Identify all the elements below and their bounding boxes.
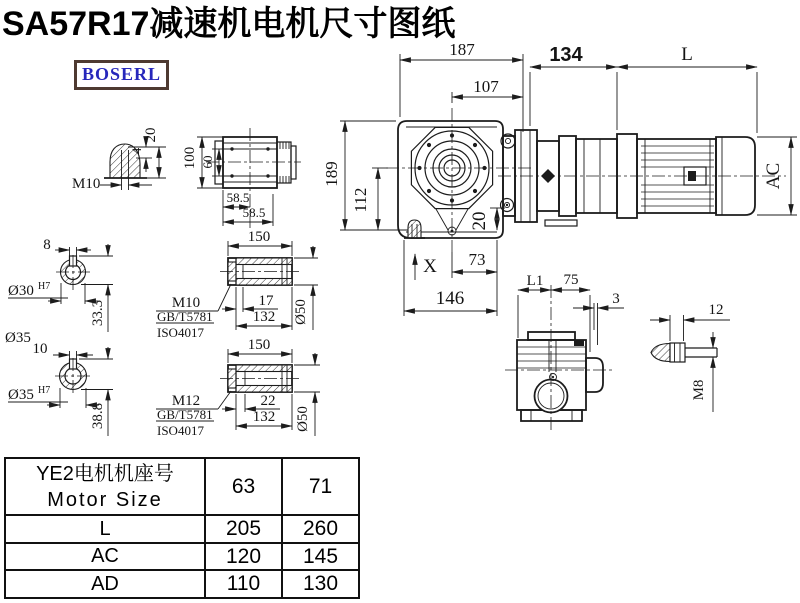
page-title: SA57R17减速机电机尺寸图纸 (2, 5, 456, 43)
dim-key-8: 8 (43, 237, 51, 253)
note1-gb: GB/T5781 (157, 309, 213, 324)
dim-plug-m10: M10 (72, 176, 101, 192)
note2-gb: GB/T5781 (157, 407, 213, 422)
dim-top-60: 60 (200, 155, 215, 169)
dim-shaft1-150: 150 (247, 229, 271, 245)
label-bore-30: Ø30 (8, 283, 34, 299)
dim-main-112: 112 (351, 187, 370, 213)
label-bore-30-tol: H7 (38, 281, 51, 292)
note2-thread: M12 (171, 393, 201, 409)
dim-main-73: 73 (468, 250, 486, 269)
hollow-shaft-2 (156, 337, 320, 438)
bore-detail-35 (8, 341, 113, 436)
value-L-63: 205 (205, 515, 282, 543)
dim-shaft1-132: 132 (252, 309, 276, 325)
dim-bolt-12: 12 (708, 302, 724, 318)
dim-shaft2-22: 22 (260, 393, 276, 409)
dim-top-585b: 58.5 (242, 205, 266, 220)
table-col-63: 63 (205, 458, 282, 515)
table-row-L (5, 515, 359, 543)
table-header-row (5, 458, 359, 515)
dim-plug-20: 20 (143, 127, 159, 143)
dim-motor-L: L (681, 44, 693, 65)
table-row-AC (5, 543, 359, 571)
dim-key-10: 10 (32, 341, 48, 357)
table-header-en: Motor Size (47, 488, 163, 511)
motor-side-view (498, 44, 797, 226)
plug-detail (72, 128, 166, 193)
bore-detail-30 (8, 237, 113, 332)
dim-top-100: 100 (182, 146, 198, 170)
brand-logo-text: BOSERL (82, 64, 162, 84)
dim-rear-3: 3 (612, 291, 620, 307)
table-row-AD (5, 570, 359, 598)
dim-main-107: 107 (473, 77, 499, 96)
gearbox-rear-view (505, 272, 624, 430)
gearbox-top-view (182, 128, 301, 228)
note1-iso: ISO4017 (157, 325, 204, 340)
value-AC-63: 120 (205, 543, 282, 571)
dim-plug-4: 4 (129, 147, 144, 155)
dim-shaft1-50: Ø50 (293, 299, 309, 325)
dim-key-388: 38.8 (90, 402, 106, 430)
bolt-detail (650, 302, 730, 412)
dim-shaft1-17: 17 (258, 293, 274, 309)
table-header-cell (5, 458, 205, 515)
label-bore-35: Ø35 (8, 387, 34, 403)
label-shaft-35: Ø35 (5, 330, 31, 346)
value-AD-71: 130 (282, 570, 359, 598)
dim-main-20: 20 (469, 211, 490, 231)
dim-shaft2-132: 132 (252, 409, 276, 425)
label-bore-35-tol: H7 (38, 385, 51, 396)
row-label-AD: AD (5, 570, 205, 598)
value-L-71: 260 (282, 515, 359, 543)
table-header-cn: YE2电机机座号 (36, 462, 174, 485)
value-AD-63: 110 (205, 570, 282, 598)
table-col-71: 71 (282, 458, 359, 515)
dim-key-333: 33.3 (90, 299, 106, 327)
value-AC-71: 145 (282, 543, 359, 571)
note2-iso: ISO4017 (157, 423, 204, 438)
dim-motor-AC: AC (763, 162, 784, 190)
dim-rear-L1: L1 (526, 273, 544, 289)
hollow-shaft-1 (156, 229, 318, 340)
dim-main-146: 146 (435, 288, 465, 309)
dim-shaft2-50: Ø50 (295, 406, 311, 432)
note1-thread: M10 (171, 295, 201, 311)
label-axis-x: X (423, 256, 437, 277)
dim-bolt-M8: M8 (691, 379, 707, 401)
dim-main-187: 187 (449, 40, 475, 59)
gearbox-front-view (322, 40, 532, 316)
row-label-AC: AC (5, 543, 205, 571)
row-label-L: L (5, 515, 205, 543)
dim-rear-75: 75 (563, 272, 579, 288)
motor-size-table (4, 457, 360, 599)
dim-motor-134: 134 (549, 44, 583, 66)
dim-top-585a: 58.5 (226, 190, 250, 205)
dim-shaft2-150: 150 (247, 337, 271, 353)
dim-main-189: 189 (322, 161, 341, 187)
